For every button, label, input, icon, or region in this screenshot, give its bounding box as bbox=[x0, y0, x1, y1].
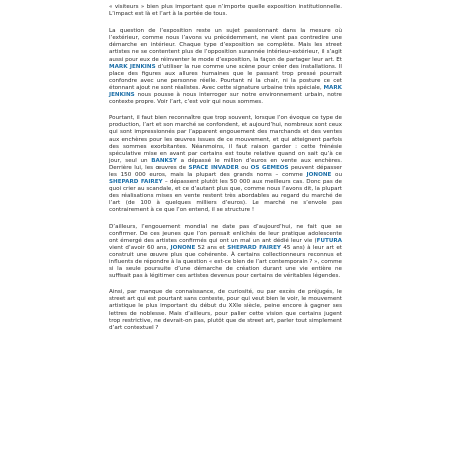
artist-name: BANKSY bbox=[151, 157, 177, 164]
paragraph-text: ou bbox=[331, 171, 342, 178]
artist-name: JONONE bbox=[306, 171, 332, 178]
artist-name: OS GEMEOS bbox=[250, 164, 289, 171]
paragraph-text: 52 ans et bbox=[195, 244, 228, 251]
paragraph-3 bbox=[109, 115, 342, 214]
artist-name: FUTURA bbox=[316, 237, 342, 244]
artist-name: MARK JENKINS bbox=[109, 63, 156, 70]
paragraph-2 bbox=[109, 28, 342, 106]
paragraph-text: 45 ans) à leur art et construit une œuvre plus que cohérente. À certains collectionneurs reconnus et influents de répondre à la question « est-ce bien de l’art contemporain ? », comme si la seule poursuite d’une démarche de création durant une vie entière ne suffisait pas à légitimer ces artistes devenus pour certains de véritables légendes. bbox=[109, 244, 342, 280]
paragraph-text: La question de l’exposition reste un sujet passionnant dans la mesure où l’extérieur, comme nous l’avons vu précédemment, ne vient pas contredire une démarche en intérieur. Chaque type d’exposition se complète. Mais les street artistes ne se contentent plus de l’opposition surannée intérieur-extérieur, il s’agit aussi pour eux de réinventer le mode d’exposition, la façon de partager leur art. Et bbox=[109, 28, 342, 63]
paragraph-text: D’ailleurs, l’engouement mondial ne date pas d’aujourd’hui, ne fait que se confirmer. De ces jeunes que l’on pensait enlichés de leur pratique adolescente ont émergé des artistes confirmés qui ont un mal un ant dédié leur vie ( bbox=[109, 223, 342, 244]
artist-name: SHEPARD FAIREY bbox=[227, 244, 281, 251]
paragraph-text: « visiteurs » bien plus important que n’importe quelle exposition institutionnelle. L’impact est là et l’art à la portée de tous. bbox=[109, 4, 342, 18]
paragraph-text: peuvent dépasser les 150 000 euros, mais la plupart des grands noms – comme bbox=[109, 164, 342, 178]
artist-name: SHEPARD FAIREY bbox=[109, 179, 163, 186]
paragraph-5 bbox=[109, 289, 342, 332]
paragraph-text: Pourtant, il faut bien reconnaître que trop souvent, lorsque l’on évoque ce type de production, l’art et son marché se confondent, et aujourd’hui, nombreux sont ceux qui sont impressionnés par l’apparent engouement des marchands et des ventes aux enchères pour les œuvres issues de ce mouvement, et qui atteignent parfois des sommes exorbitantes. Néanmoins, il faut raison garder : cette frénésie spéculative mise en avant par certains est toute relative quand on sait qu’à ce jour, seul un bbox=[109, 115, 342, 164]
article-page bbox=[109, 4, 342, 332]
paragraph-text: – dépassent plutôt les 50 000 aux meilleurs cas. Donc pas de quoi crier au scandale, et ce d’autant plus que, comme nous l’avons dit, la plupart des réalisations mises en vente restent très abordables au regard du marché de l’art (de 100 à quelques milliers d’euros). Le marché ne s’envole pas contrairement à ce que l’on entend, il se structure ! bbox=[109, 179, 342, 214]
artist-name: SPACE INVADER bbox=[188, 164, 239, 171]
paragraph-text: ou bbox=[238, 164, 251, 171]
artist-name: JONONE bbox=[170, 244, 196, 251]
paragraph-1 bbox=[109, 4, 342, 18]
paragraph-text: nous pousse à nous interroger sur notre environnement urbain, notre contexte propre. Voir l’art, c’est voir qui nous sommes. bbox=[109, 92, 342, 106]
paragraph-text: d’utiliser la rue comme une scène pour créer des installations. Il place des figures aux allures humaines que le passant trop pressé pourrait confondre avec une personne réelle. Pourtant ni la chair, ni la posture ce cet étonnant ajout ne sont réalistes. Avec cette signature urbaine très spéciale, bbox=[109, 63, 342, 91]
artist-name: MARK JENKINS bbox=[109, 84, 342, 99]
paragraph-text: vient d’avoir 60 ans, bbox=[109, 244, 171, 251]
paragraph-text: Ainsi, par manque de connaissance, de curiosité, ou par excès de préjugés, le street art qui est pourtant sans conteste, pour qui veut bien le voir, le mouvement artistique le plus important du début du XXIe siècle, peine encore à gagner ses lettres de noblesse. Mais d’ailleurs, pour palier cette vision que certains jugent trop restrictive, ne devrait-on pas, plutôt que de street art, parler tout simplement d’art contextuel ? bbox=[109, 289, 342, 331]
paragraph-4 bbox=[109, 224, 342, 281]
paragraph-text: a dépassé le million d’euros en vente aux enchères. Derrière lui, les œuvres de bbox=[109, 157, 342, 171]
